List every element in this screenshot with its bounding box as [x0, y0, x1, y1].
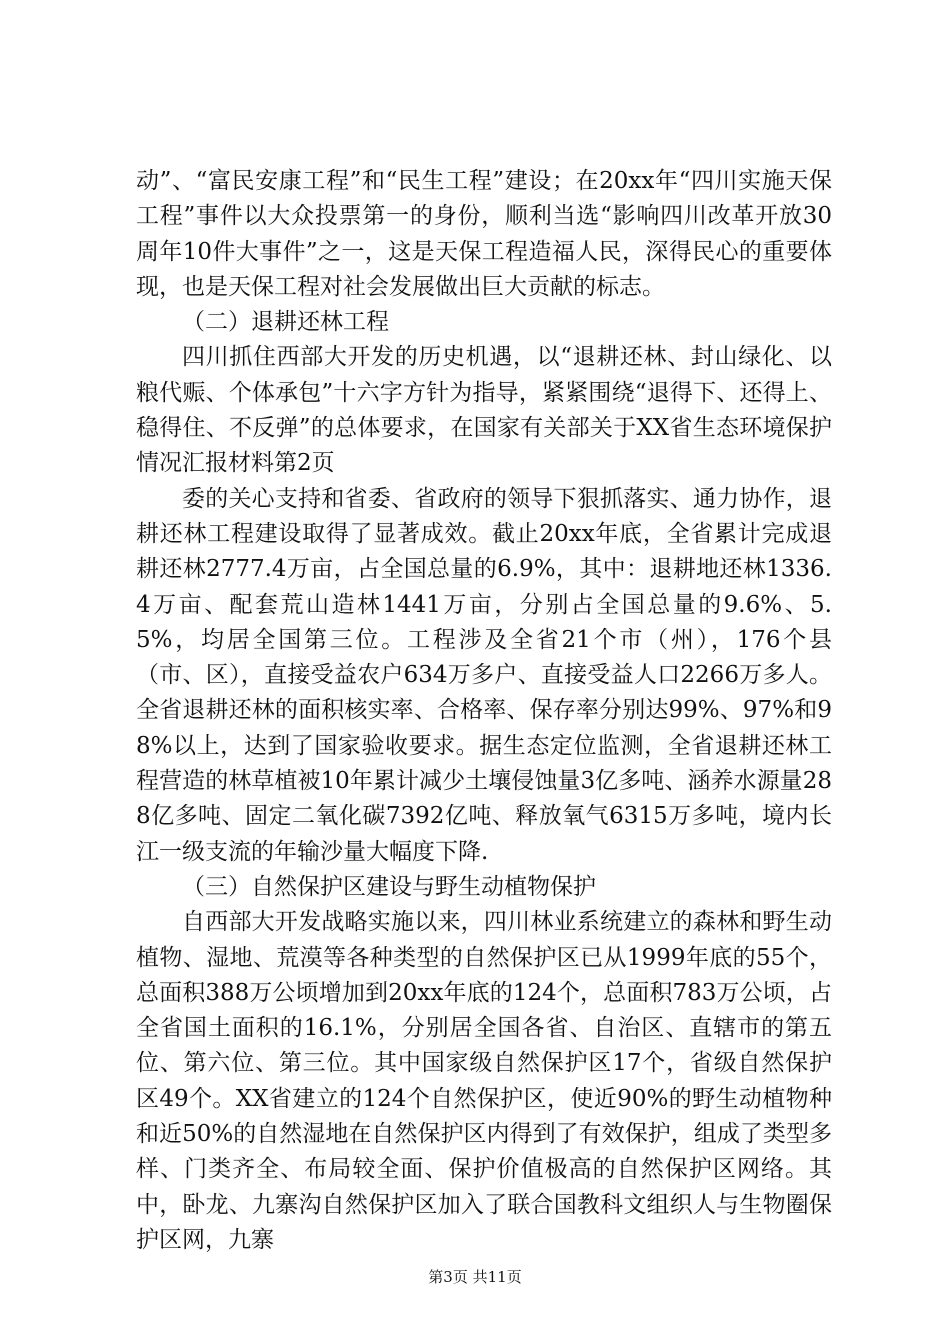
page-footer: 第3页 共11页 [428, 1268, 522, 1286]
paragraph-nature-reserves: 自西部大开发战略实施以来，四川林业系统建立的森林和野生动植物、湿地、荒漠等各种类型的自然保护区已从1999年底的55个，总面积388万公顷增加到20xx年底的124个，总面积783万公顷，占全省国土面积的16.1%，分别居全国各省、自治区、直辖市的第五位、第六位、第三位。其中国家级自然保护区17个，省级自然保护区49个。XX省建立的124个自然保护区，使近90%的野生动植物种和近50%的自然湿地在自然保护区内得到了有效保护，组成了类型多样、门类齐全、布局较全面、保护价值极高的自然保护区网络。其中，卧龙、九寨沟自然保护区加入了联合国教科文组织人与生物圈保护区网，九寨 [136, 909, 832, 1253]
paragraph-grain-for-green-results: 委的关心支持和省委、省政府的领导下狠抓落实、通力协作，退耕还林工程建设取得了显著成效。截止20xx年底，全省累计完成退耕还林2777.4万亩，占全国总量的6.9%，其中：退耕地还林1336.4万亩、配套荒山造林1441万亩，分别占全国总量的9.6%、5.5%，均居全国第三位。工程涉及全省21个市（州），176个县（市、区），直接受益农户634万多户、直接受益人口2266万多人。全省退耕还林的面积核实率、合格率、保存率分别达99%、97%和98%以上，达到了国家验收要求。据生态定位监测，全省退耕还林工程营造的林草植被10年累计减少土壤侵蚀量3亿多吨、涵养水源量288亿多吨、固定二氧化碳7392亿吨、释放氧气6315万多吨，境内长江一级支流的年输沙量大幅度下降. [136, 485, 832, 865]
paragraph-continuation: 动”、“富民安康工程”和“民生工程”建设；在20xx年“四川实施天保工程”事件以大众投票第一的身份，顺利当选“影响四川改革开放30周年10件大事件”之一，这是天保工程造福人民，深得民心的重要体现，也是天保工程对社会发展做出巨大贡献的标志。 [136, 168, 832, 300]
section-heading-3: （三）自然保护区建设与野生动植物保护 [182, 873, 596, 900]
document-body [136, 164, 832, 1258]
section-heading-2: （二）退耕还林工程 [182, 309, 389, 336]
paragraph-grain-for-green: 四川抓住西部大开发的历史机遇，以“退耕还林、封山绿化、以粮代赈、个体承包”十六字方针为指导，紧紧围绕“退得下、还得上、稳得住、不反弹”的总体要求，在国家有关部关于XX省生态环境保护情况汇报材料第2页 [136, 344, 832, 477]
